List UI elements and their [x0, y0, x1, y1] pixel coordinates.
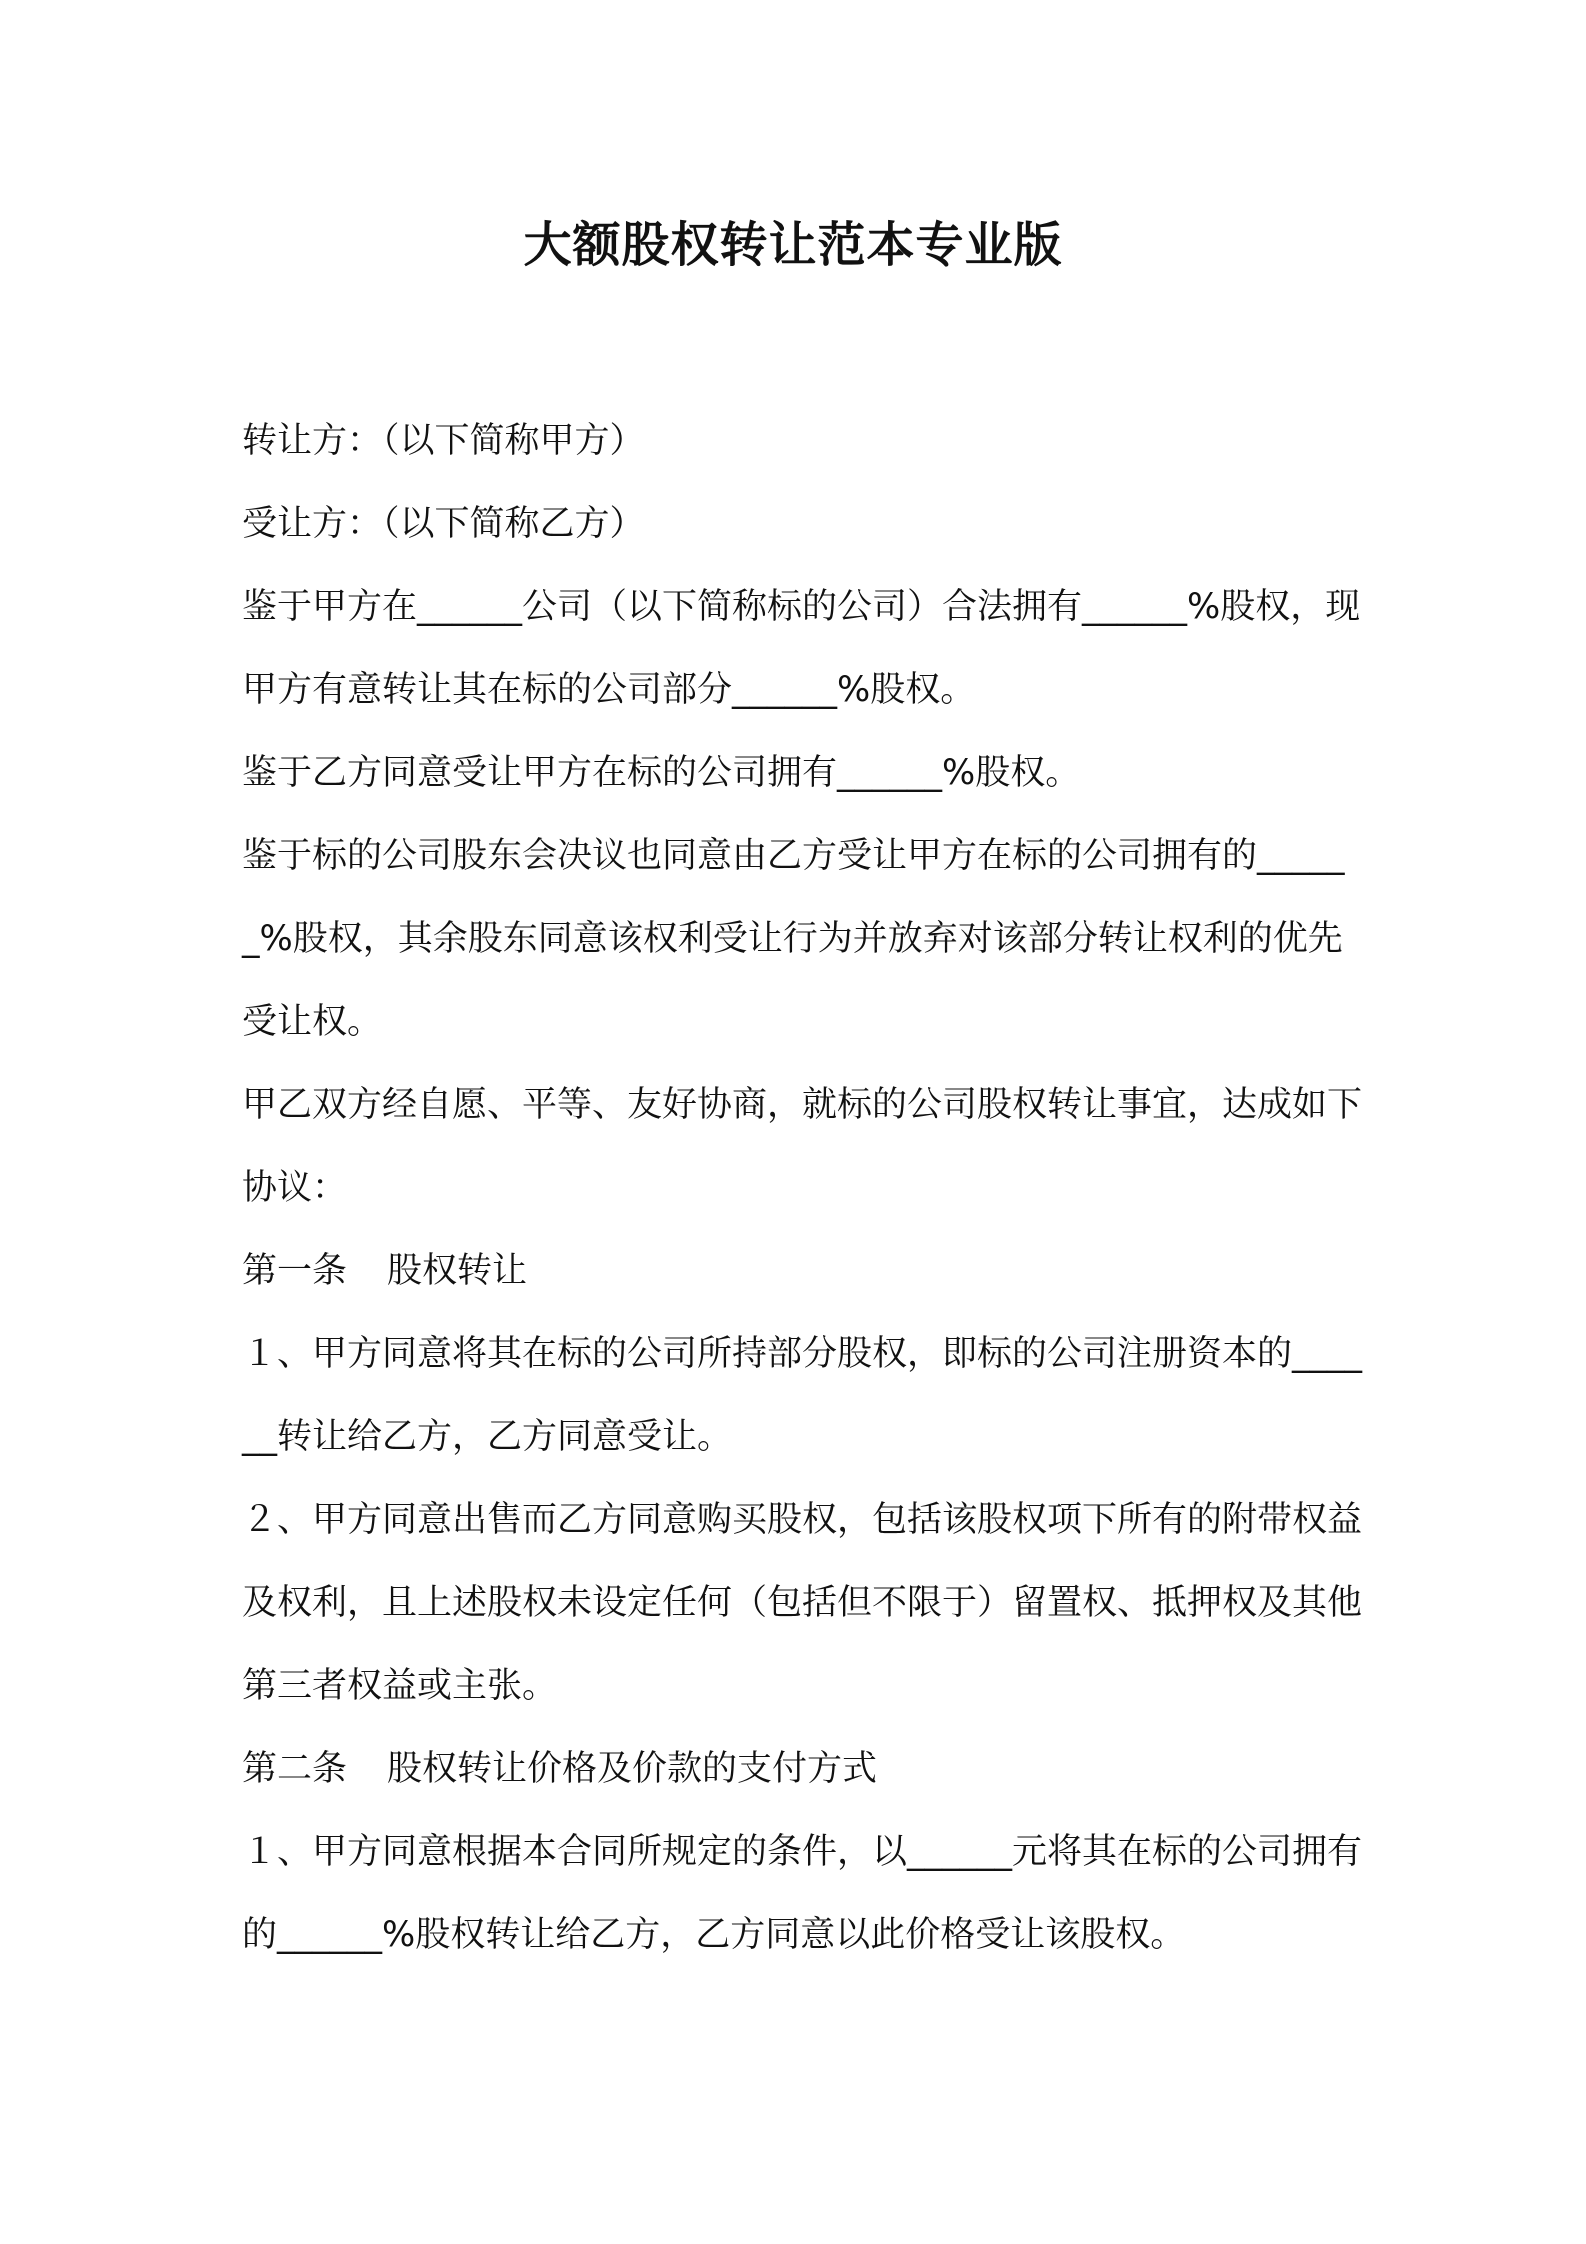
recital-3: 鉴于标的公司股东会决议也同意由乙方受让甲方在标的公司拥有的______%股权，其余股东同意该权利受让行为并放弃对该部分转让权利的优先受让权。 [242, 836, 1345, 1042]
article-2-title: 股权转让价格及价款的支付方式 [387, 1749, 878, 1789]
party-a-line: 转让方：（以下简称甲方） [242, 421, 645, 461]
document-body [242, 400, 1364, 1977]
recital-1: 鉴于甲方在______公司（以下简称标的公司）合法拥有______%股权，现甲方有意转让其在标的公司部分______%股权。 [242, 587, 1361, 710]
party-b-line: 受让方：（以下简称乙方） [242, 504, 645, 544]
article-1-title: 股权转让 [387, 1251, 528, 1291]
article-2-number: 第二条 [242, 1749, 348, 1789]
article-1-item-2: ２、甲方同意出售而乙方同意购买股权，包括该股权项下所有的附带权益及权利，且上述股权未设定任何（包括但不限于）留置权、抵押权及其他第三者权益或主张。 [242, 1500, 1363, 1706]
article-2-item-1: １、甲方同意根据本合同所规定的条件，以______元将其在标的公司拥有的______%股权转让给乙方，乙方同意以此价格受让该股权。 [242, 1832, 1363, 1955]
article-1-item-1: １、甲方同意将其在标的公司所持部分股权，即标的公司注册资本的______转让给乙方，乙方同意受让。 [242, 1334, 1363, 1457]
recital-4: 甲乙双方经自愿、平等、友好协商，就标的公司股权转让事宜，达成如下协议： [242, 1085, 1363, 1208]
article-2-heading [242, 1728, 1364, 1811]
article-1-number: 第一条 [242, 1251, 348, 1291]
recital-2: 鉴于乙方同意受让甲方在标的公司拥有______%股权。 [242, 753, 1081, 793]
document-title: 大额股权转让范本专业版 [523, 217, 1063, 273]
article-1-heading [242, 1230, 1364, 1313]
